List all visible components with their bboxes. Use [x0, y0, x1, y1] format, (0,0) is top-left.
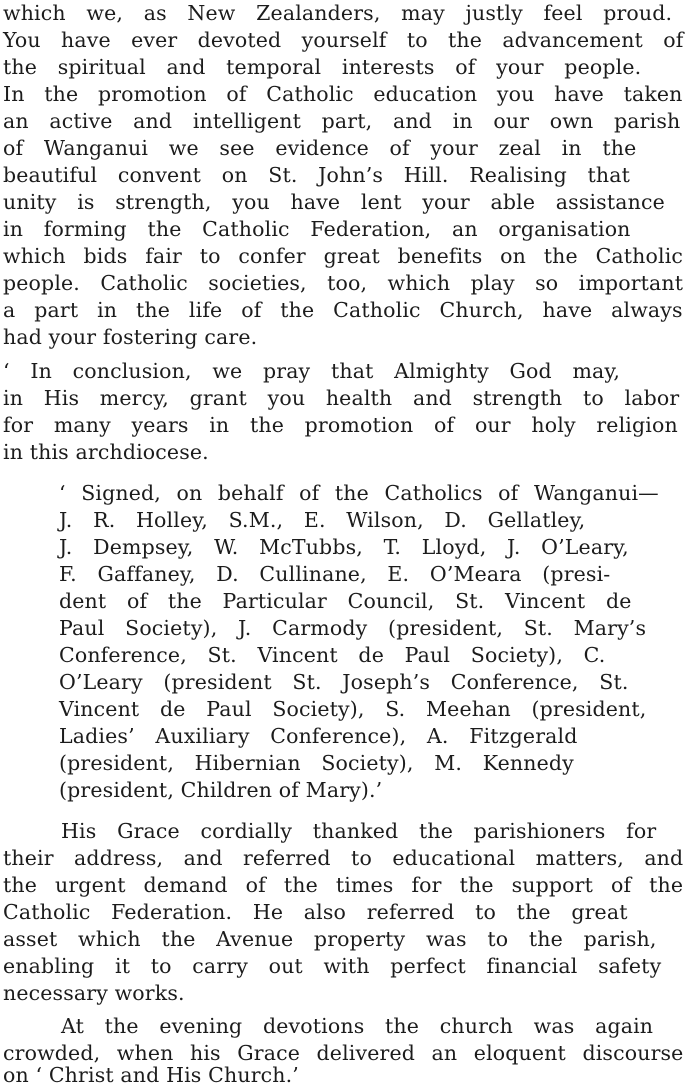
text-line: ‘ In conclusion, we pray that Almighty God may,: [3, 359, 621, 383]
text-line: a part in the life of the Catholic Church, have always: [3, 298, 683, 322]
article-page: [3, 0, 686, 1088]
text-line: unity is strength, you have lent your able assistance: [3, 190, 665, 214]
text-line: Vincent de Paul Society), S. Meehan (president,: [59, 697, 647, 721]
text-line: (president, Hibernian Society), M. Kennedy: [59, 751, 574, 775]
text-line: in His mercy, grant you health and strength to labor: [3, 386, 680, 410]
text-line: in forming the Catholic Federation, an organisation: [3, 217, 631, 241]
text-line: dent of the Particular Council, St. Vincent de: [59, 589, 632, 613]
text-line: Conference, St. Vincent de Paul Society), C.: [59, 643, 606, 667]
text-line: His Grace cordially thanked the parishioners for: [61, 819, 657, 843]
text-line: enabling it to carry out with perfect financial safety: [3, 954, 662, 978]
text-line: Catholic Federation. He also referred to the great: [3, 900, 628, 924]
text-line: the urgent demand of the times for the support of the: [3, 873, 684, 897]
text-line: an active and intelligent part, and in our own parish: [3, 109, 681, 133]
text-line: Paul Society), J. Carmody (president, St. Mary’s: [59, 616, 647, 640]
text-line: F. Gaffaney, D. Cullinane, E. O’Meara (presi-: [59, 562, 611, 586]
text-line: in this archdiocese.: [3, 440, 209, 464]
text-line: J. R. Holley, S.M., E. Wilson, D. Gellatley,: [59, 508, 586, 532]
text-line: beautiful convent on St. John’s Hill. Realising that: [3, 163, 631, 187]
text-line: ‘ Signed, on behalf of the Catholics of Wanganui—: [59, 481, 659, 505]
text-line: had your fostering care.: [3, 325, 258, 349]
text-line: the spiritual and temporal interests of your people.: [3, 55, 642, 79]
text-line: of Wanganui we see evidence of your zeal in the: [3, 136, 637, 160]
text-line: their address, and referred to educational matters, and: [3, 846, 684, 870]
text-line: You have ever devoted yourself to the advancement of: [3, 28, 684, 52]
text-line: O’Leary (president St. Joseph’s Conference, St.: [59, 670, 629, 694]
text-line: J. Dempsey, W. McTubbs, T. Lloyd, J. O’Leary,: [59, 535, 629, 559]
text-line: asset which the Avenue property was to the parish,: [3, 927, 657, 951]
text-line: Ladies’ Auxiliary Conference), A. Fitzgerald: [59, 724, 578, 748]
text-line: necessary works.: [3, 981, 185, 1005]
text-line: In the promotion of Catholic education you have taken: [3, 82, 683, 106]
text-line: At the evening devotions the church was again: [61, 1014, 654, 1038]
text-line: (president, Children of Mary).’: [59, 778, 383, 802]
text-line: crowded, when his Grace delivered an eloquent discourse: [3, 1041, 684, 1065]
text-line: for many years in the promotion of our holy religion: [3, 413, 678, 437]
text-line: people. Catholic societies, too, which play so important: [3, 271, 684, 295]
text-line: which we, as New Zealanders, may justly feel proud.: [3, 1, 673, 25]
text-line: which bids fair to confer great benefits on the Catholic: [3, 244, 684, 268]
text-line: on ‘ Christ and His Church.’: [3, 1063, 299, 1087]
